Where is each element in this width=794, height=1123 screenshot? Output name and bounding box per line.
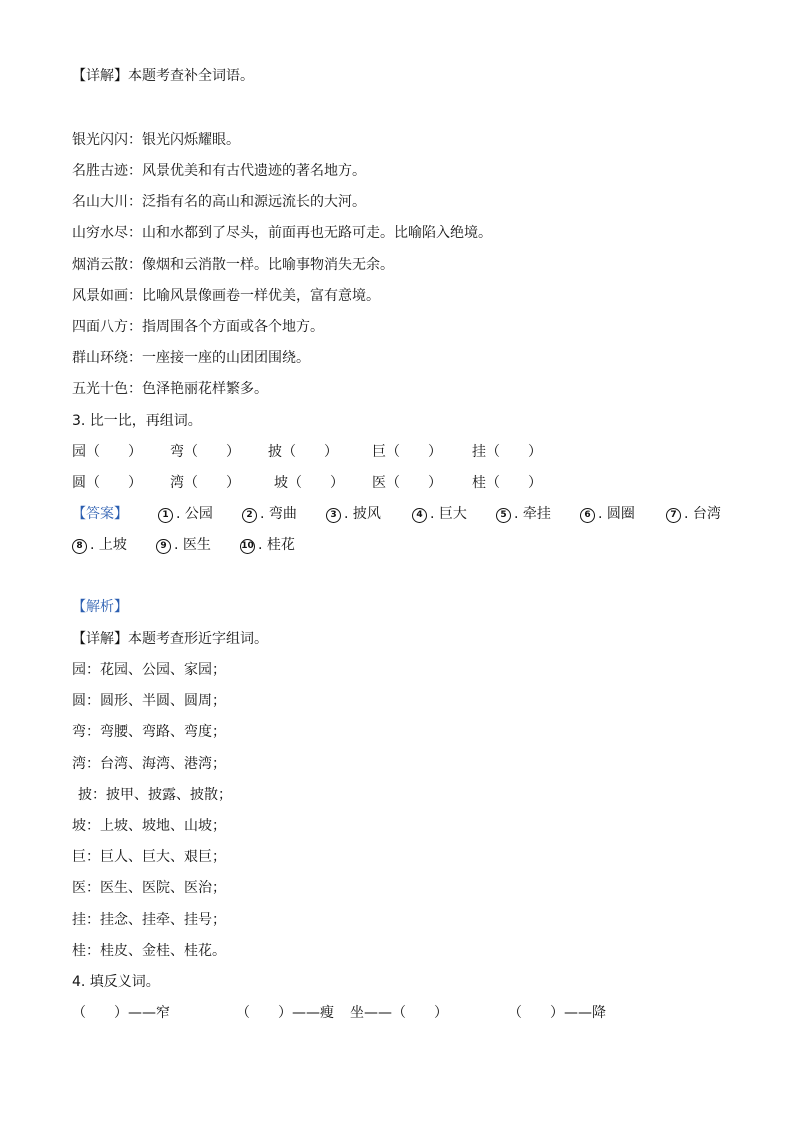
answer-item: 4 . 巨大 — [412, 504, 467, 524]
antonym-item: （ ）——降 — [508, 1005, 606, 1021]
question-3-title: 3. 比一比，再组词。 — [72, 413, 202, 429]
answer-label: 【答案】 — [72, 506, 128, 522]
idiom-line: 银光闪闪：银光闪烁耀眼。 — [72, 132, 240, 148]
question-3-row-1 — [72, 442, 722, 462]
answer-item: 1 . 公园 — [158, 504, 213, 524]
answer-item: 5 . 牵挂 — [496, 504, 551, 524]
antonym-item: 坐——（ ） — [350, 1005, 448, 1021]
idiom-line: 四面八方：指周围各个方面或各个地方。 — [72, 319, 324, 335]
detail-label: 【详解】 — [72, 631, 128, 647]
group-line: 弯：弯腰、弯路、弯度； — [72, 724, 226, 740]
answer-item: 10 . 桂花 — [241, 537, 295, 553]
detail-label: 【详解】 — [72, 68, 128, 84]
blank-item: 坡（ ） — [274, 475, 344, 491]
blank-item: 弯（ ） — [170, 444, 240, 460]
detail-heading-1 — [72, 66, 254, 86]
answer-row-1 — [72, 504, 732, 524]
group-line: 医：医生、医院、医治； — [72, 880, 226, 896]
circled-number: 6 — [580, 508, 595, 523]
blank-item: 巨（ ） — [372, 444, 442, 460]
blank-item: 湾（ ） — [170, 475, 240, 491]
answer-item: 6 . 圆圈 — [580, 504, 635, 524]
antonym-item: （ ）——窄 — [72, 1005, 170, 1021]
answer-item: 7 . 台湾 — [666, 504, 721, 524]
idiom-line: 五光十色：色泽艳丽花样繁多。 — [72, 381, 268, 397]
group-line: 桂：桂皮、金桂、桂花。 — [72, 943, 226, 959]
question-4-title: 4. 填反义词。 — [72, 974, 160, 990]
antonym-item: （ ）——瘦 — [236, 1005, 334, 1021]
detail-heading-2 — [72, 629, 268, 649]
answer-item: 9 . 医生 — [156, 535, 211, 555]
group-line: 湾：台湾、海湾、港湾； — [72, 756, 226, 772]
idiom-line: 烟消云散：像烟和云消散一样。比喻事物消失无余。 — [72, 257, 394, 273]
blank-item: 桂（ ） — [472, 475, 542, 491]
answer-item: 8 . 上坡 — [72, 535, 127, 555]
detail-text: 本题考查补全词语。 — [128, 68, 254, 84]
blank-item: 圆（ ） — [72, 475, 142, 491]
circled-number: 2 — [242, 508, 257, 523]
blank-item: 披（ ） — [268, 444, 338, 460]
circled-number: 1 — [158, 508, 173, 523]
question-4-row — [72, 1003, 652, 1023]
idiom-line: 名胜古迹：风景优美和有古代遗迹的著名地方。 — [72, 163, 366, 179]
circled-number: 5 — [496, 508, 511, 523]
circled-number: 8 — [72, 539, 87, 554]
blank-item: 挂（ ） — [472, 444, 542, 460]
circled-number: 7 — [666, 508, 681, 523]
idiom-line: 名山大川：泛指有名的高山和源远流长的大河。 — [72, 194, 366, 210]
circled-number: 3 — [326, 508, 341, 523]
question-3-row-2 — [72, 473, 722, 493]
blank-item: 园（ ） — [72, 444, 142, 460]
circled-number: 4 — [412, 508, 427, 523]
blank-item: 医（ ） — [372, 475, 442, 491]
group-line: 挂：挂念、挂牵、挂号； — [72, 912, 226, 928]
analysis-label: 【解析】 — [72, 599, 128, 615]
answer-item: 2 . 弯曲 — [242, 504, 297, 524]
answer-item: 3 . 披风 — [326, 504, 381, 524]
group-line: 披：披甲、披露、披散； — [78, 787, 232, 803]
circled-number: 10 — [240, 539, 255, 554]
group-line: 巨：巨人、巨大、艰巨； — [72, 849, 226, 865]
group-line: 园：花园、公园、家园； — [72, 662, 226, 678]
detail-text: 本题考查形近字组词。 — [128, 631, 268, 647]
idiom-line: 群山环绕：一座接一座的山团团围绕。 — [72, 350, 310, 366]
group-line: 坡：上坡、坡地、山坡； — [72, 818, 226, 834]
idiom-line: 山穷水尽：山和水都到了尽头，前面再也无路可走。比喻陷入绝境。 — [72, 225, 492, 241]
group-line: 圆：圆形、半圆、圆周； — [72, 693, 226, 709]
answer-row-2 — [72, 535, 372, 555]
idiom-line: 风景如画：比喻风景像画卷一样优美，富有意境。 — [72, 288, 380, 304]
circled-number: 9 — [156, 539, 171, 554]
